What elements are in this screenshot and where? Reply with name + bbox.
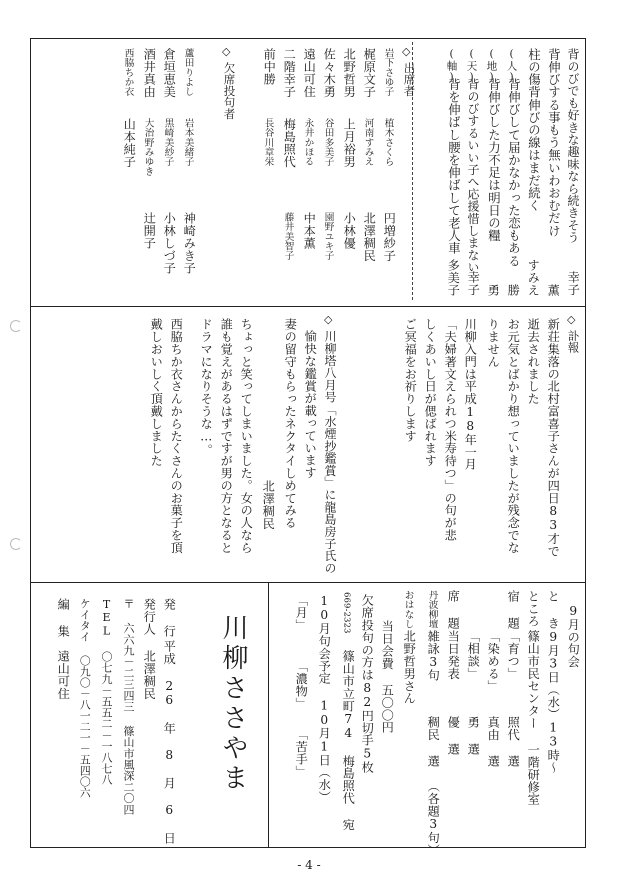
talk-label: おはなし (402, 590, 414, 629)
attendee-name: 前中勝 (262, 48, 277, 86)
absentees-title: 欠席投句者 (222, 62, 237, 120)
award-marker: (軸) (445, 48, 458, 84)
diamond-bullet-icon: ◇ (222, 45, 231, 58)
award-author: 薫 (546, 283, 561, 296)
newsletter-title: 川柳ささやま (218, 614, 248, 794)
diamond-bullet-icon: ◇ (402, 45, 411, 58)
award-text: 背伸びする事もう無いわおむだけ (546, 48, 562, 237)
absentee-name: 酒井真由 (142, 48, 157, 98)
absentee-name: 倉垣恵美 (162, 48, 177, 98)
obituary-line: 新荘集落の北村富喜子さんが四日83才で (546, 318, 561, 558)
misc-topic: 雑詠3句 (426, 630, 441, 682)
attendees-title: 出席者 (402, 62, 417, 97)
obituary-line: ご冥福をお祈りします (403, 318, 418, 442)
attendee-name: 園野ユキ子 (322, 212, 334, 261)
note-line: ドラマになりそうな…。 (199, 318, 214, 457)
attendee-name: 梅島照代 (282, 118, 297, 168)
absentee-name: 西脇ちか衣 (122, 48, 134, 97)
attendee-name: 小林優 (342, 212, 357, 250)
publisher: 北澤稠民 (142, 650, 157, 700)
issue-label: 発 行 (162, 598, 177, 637)
note-line: 川柳塔八月号「水煙抄鑑賞」に龍島房子氏の (323, 330, 337, 574)
note-line: 北澤稠民 (261, 480, 276, 530)
meeting-place: 篠山市民センター 一階研修室 (526, 630, 541, 806)
obituary-line: 川柳入門は平成18年一月 (463, 318, 478, 471)
editor-label: 編 集 (56, 598, 71, 637)
attendee-name: 梶原文子 (362, 48, 377, 98)
subject-topic: 「相談」 (466, 630, 481, 680)
issue-date: 平成 26 年 8 月 6 日 (162, 640, 177, 844)
absentee-name: 黒崎美紗子 (162, 118, 174, 167)
meeting-title: 9月の句会 (566, 604, 581, 668)
attendee-name: 北澤稠民 (362, 212, 377, 262)
binding-hole (10, 538, 22, 550)
award-author: 幸子 (466, 271, 481, 296)
spot-topic: 当日発表 (446, 630, 461, 680)
attendee-name: 長谷川章栄 (262, 118, 274, 167)
meeting-date: 9月3日（水）13時～ (546, 630, 561, 774)
absentee-name: 小林しづ子 (162, 212, 177, 274)
award-marker: (地) (485, 48, 498, 84)
absentee-name: 神崎みき子 (182, 212, 197, 274)
meeting-date-label: と き (546, 590, 561, 629)
count-note: （各題3句） (426, 780, 441, 857)
editor: 遠山可住 (56, 650, 71, 700)
attendee-name: 藤井美智子 (282, 212, 294, 261)
section-divider-bottom (30, 582, 586, 583)
award-author: すみえ (526, 258, 541, 296)
section-divider-top (30, 306, 586, 307)
attendee-name: 佐々木勇 (322, 48, 337, 98)
masthead-divider (268, 582, 269, 848)
telephone: TEL 〇七九－五五二－一八七八 (100, 598, 113, 786)
attendee-name: 岩下さゆ子 (382, 48, 394, 97)
attendee-name: 河南すみえ (362, 118, 374, 167)
page-number: - 4 - (297, 858, 321, 872)
note-line: ちょっと笑ってしまいました。女の人なら (239, 318, 254, 554)
obituary-line: しくあいし日が偲ばれます (423, 318, 438, 467)
note-line: 愉快な鑑賞が載っています (303, 330, 318, 479)
spot-label: 席 題 (446, 590, 461, 629)
absentee-name: 岩本美緒子 (182, 118, 194, 167)
subject-selector: 照代 選 (506, 716, 521, 768)
subject-topic: 「育つ」 (506, 630, 521, 680)
next-topic: 「苦手」 (294, 728, 309, 778)
note-line: 西脇ちか衣さんからたくさんのお菓子を頂 (169, 318, 184, 554)
absentee-name: 大治野みゆき (142, 118, 154, 177)
obituary-line: 逝去されました (526, 318, 541, 405)
postal-address: 〒 六六九－二三四三 篠山市風深二〇四 (122, 598, 135, 815)
award-marker: (天) (465, 48, 478, 84)
attendee-name: 上月裕男 (342, 118, 357, 168)
attendee-name: 遠山可住 (302, 48, 317, 98)
obituary-line: 「夫婦著文えられつ米寿待つ」の句が悲 (443, 318, 458, 542)
absentee-name: 辻開子 (142, 212, 157, 250)
award-author: 幸子 (566, 271, 581, 296)
spot-selector: 優 選 (446, 716, 461, 755)
next-topic: 「月」 (294, 594, 309, 632)
subject-topic: 「染める」 (486, 630, 501, 692)
obituary-title: 訃報 (566, 330, 581, 353)
obituary-line: お元気とばかり想っていましたが残念でな (506, 318, 521, 554)
attendee-name: 谷田多美子 (322, 118, 334, 167)
next-meeting: 10月句会予定 10月1日（水） (317, 594, 332, 804)
award-author: 勝 (506, 283, 521, 296)
diamond-bullet-icon: ◇ (324, 313, 333, 326)
note-line: 妻の留守もらったネクタイしめてみる (283, 318, 298, 529)
diamond-bullet-icon: ◇ (567, 313, 576, 326)
subject-selector: 勇 選 (466, 716, 481, 755)
next-topic: 「濃物」 (294, 660, 309, 710)
absentee-name: 山本純子 (122, 118, 137, 168)
attendee-name: 植木さくら (382, 118, 394, 167)
award-text: 背のびでも好きな趣味なら続きそう (566, 48, 580, 244)
misc-label: 丹波柳壇 (426, 590, 438, 629)
publisher-label: 発行人 (142, 598, 157, 636)
subject-label: 宿 題 (506, 590, 521, 629)
talk-speaker: 北野哲男さん (402, 630, 417, 705)
attendee-name: 二階幸子 (282, 48, 297, 98)
fee: 当日会費 五〇〇円 (380, 620, 395, 734)
award-text: 背伸びした力不足は明日の糧 (486, 78, 502, 242)
mobile-phone: ケイタイ 〇九〇－八一二一－五四〇六 (78, 598, 92, 799)
attendee-name: 永井かほる (302, 118, 314, 167)
note-line: 戴しおいしく頂戴しました (149, 318, 164, 467)
binding-hole (10, 320, 22, 332)
award-text: 背を伸ばし腰を伸ばして老人車 (446, 78, 462, 255)
postal-code: 669-2323 (341, 592, 352, 634)
attendee-name: 円増紗子 (382, 212, 397, 262)
obituary-line: りません (486, 318, 501, 368)
award-text: 背のびするいい子へ応援惜しまない (466, 78, 480, 274)
award-author: 勇 (486, 283, 501, 296)
award-marker: (人) (505, 48, 518, 84)
absent-note: 欠席投句の方は82円切手5枚 (360, 594, 375, 773)
award-text: 柱の傷背伸びの線はまだ続く (526, 48, 542, 212)
attendee-name: 中本薫 (302, 212, 317, 250)
absentee-name: 蘆田りよし (182, 48, 194, 97)
award-text: 背伸びして届かなかった恋もある (506, 78, 522, 267)
award-author: 多美子 (446, 258, 461, 296)
note-line: 誰も覚えがあるはずですが男の方となると (219, 318, 234, 554)
address: 篠山市立町74 梅島照代 宛 (341, 650, 356, 831)
meeting-place-label: ところ (526, 590, 541, 628)
attendee-name: 北野哲男 (342, 48, 357, 98)
misc-selector: 稠民 選 (426, 716, 441, 768)
subject-selector: 真由 選 (486, 716, 501, 768)
